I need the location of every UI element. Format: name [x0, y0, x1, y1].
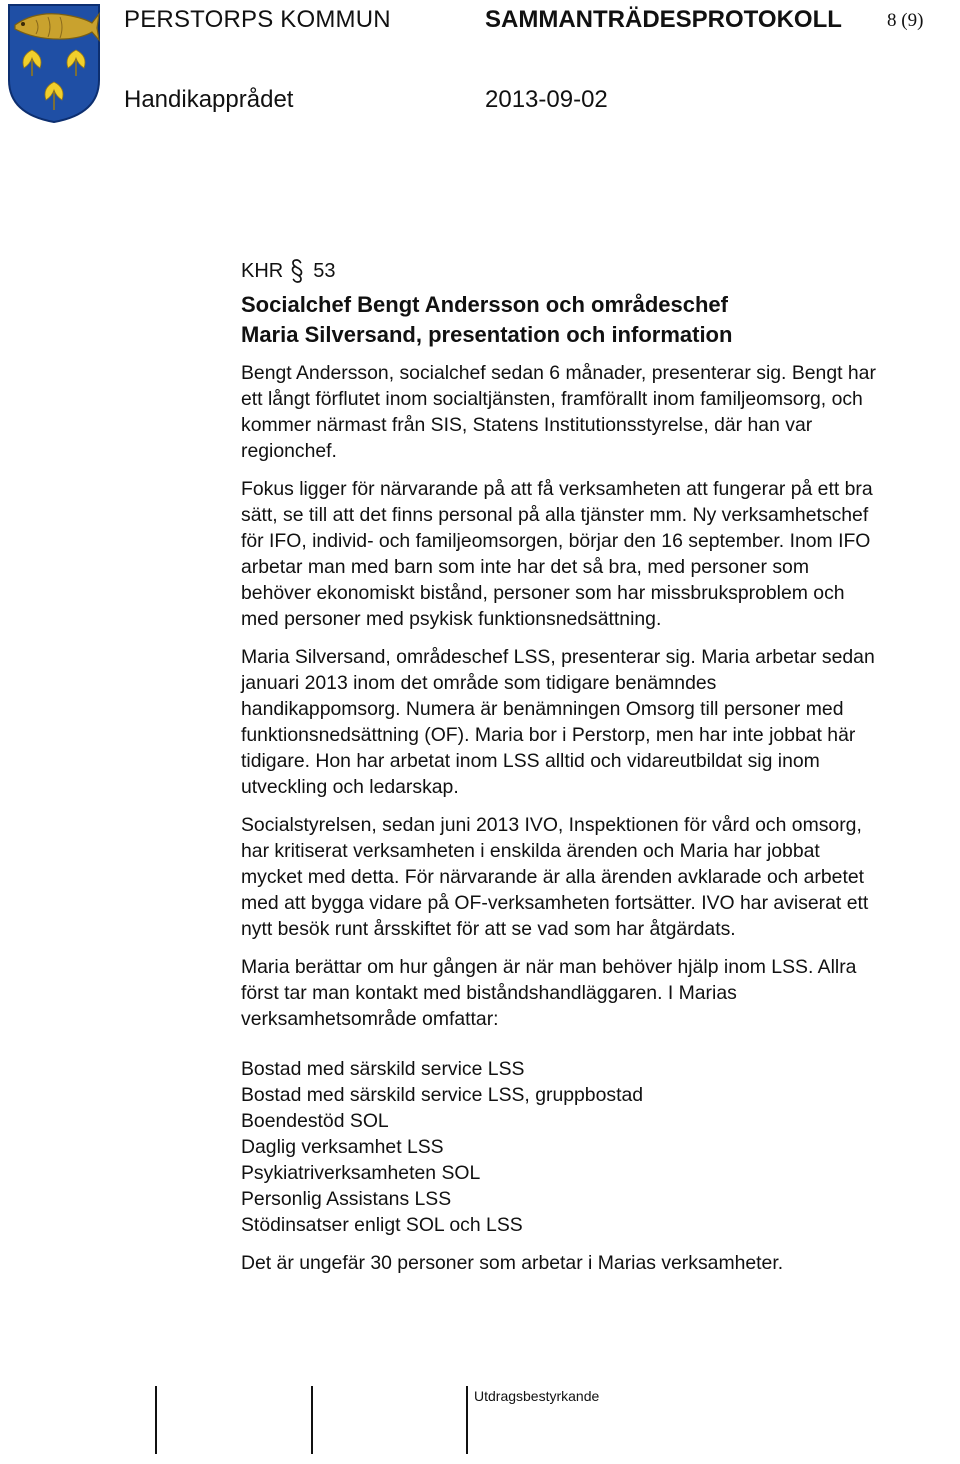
- signature-divider: [466, 1386, 468, 1454]
- list-item: Bostad med särskild service LSS, gruppbostad: [241, 1084, 644, 1106]
- signature-divider: [155, 1386, 157, 1454]
- paragraph-maria-intro: Maria Silversand, områdeschef LSS, presenterar sig. Maria arbetar sedan januari 2013 inom det område som tidigare benämndes handikappomsorg. Numera är benämningen Omsorg till personer med funktionsnedsättning (OF). Maria bor i Perstorp, men har inte jobbat här tidigare. Hon har arbetat inom LSS alltid och vidareutbildat sig inom utveckling och ledarskap.: [241, 646, 875, 798]
- list-item: Stödinsatser enligt SOL och LSS: [241, 1214, 523, 1236]
- paragraph-lss-process: Maria berättar om hur gången är när man behöver hjälp inom LSS. Allra först tar man kontakt med biståndshandläggaren. I Marias verksamhetsområde omfattar:: [241, 956, 857, 1030]
- list-item: Boendestöd SOL: [241, 1110, 389, 1132]
- protocol-section: [241, 258, 881, 1276]
- signature-divider: [311, 1386, 313, 1454]
- section-sign-icon: [289, 258, 305, 284]
- meeting-date: 2013-09-02: [485, 86, 608, 113]
- committee-name: Handikapprådet: [124, 86, 294, 113]
- section-prefix: KHR: [241, 260, 284, 282]
- document-type: SAMMANTRÄDESPROTOKOLL: [485, 6, 842, 33]
- verification-label: Utdragsbestyrkande: [474, 1388, 600, 1404]
- heading-line: Socialchef Bengt Andersson och områdeschef: [241, 292, 728, 317]
- coat-of-arms-icon: [6, 2, 102, 124]
- organization-name: PERSTORPS KOMMUN: [124, 6, 391, 33]
- page-number: 8 (9): [887, 10, 924, 31]
- paragraph-bengt-intro: Bengt Andersson, socialchef sedan 6 månader, presenterar sig. Bengt har ett långt förflutet inom socialtjänsten, framförallt inom familjeomsorg, och kommer närmast från SIS, Statens Institutionsstyrelse, där han var regionchef.: [241, 362, 876, 462]
- list-item: Personlig Assistans LSS: [241, 1188, 452, 1210]
- services-list: [241, 1056, 881, 1238]
- section-identifier: [241, 258, 881, 284]
- list-item: Psykiatriverksamheten SOL: [241, 1162, 481, 1184]
- section-number: 53: [313, 260, 336, 282]
- section-heading: [241, 290, 881, 350]
- paragraph-ivo: Socialstyrelsen, sedan juni 2013 IVO, Inspektionen för vård och omsorg, har kritiserat verksamheten i enskilda ärenden och Maria har jobbat mycket med detta. För närvarande är alla ärenden avklarade och arbetet med att bygga vidare på OF-verksamheten fortsätter. IVO har aviserat ett nytt besök runt årsskiftet för att se vad som har åtgärdats.: [241, 814, 869, 940]
- list-item: Daglig verksamhet LSS: [241, 1136, 444, 1158]
- heading-line: Maria Silversand, presentation och information: [241, 322, 733, 347]
- list-item: Bostad med särskild service LSS: [241, 1058, 525, 1080]
- closing-paragraph: Det är ungefär 30 personer som arbetar i Marias verksamheter.: [241, 1252, 784, 1274]
- paragraph-focus-ifo: Fokus ligger för närvarande på att få verksamheten att fungerar på ett bra sätt, se till att det finns personal på alla tjänster mm. Ny verksamhetschef för IFO, individ- och familjeomsorgen, börjar den 16 september. Inom IFO arbetar man med barn som inte har det så bra, med personer som behöver ekonomiskt bistånd, personer som har missbruksproblem och med personer med psykisk funktionsnedsättning.: [241, 478, 873, 630]
